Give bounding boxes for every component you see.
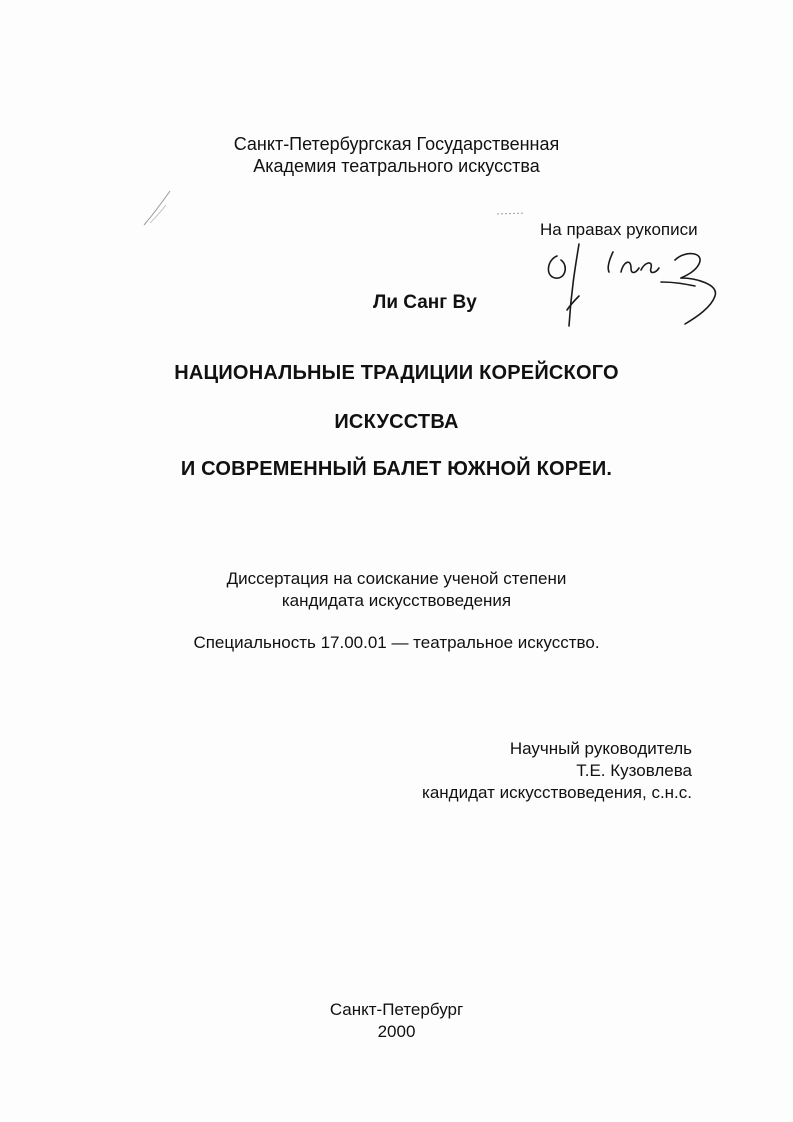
author-signature xyxy=(535,238,735,333)
degree-line-1: Диссертация на соискание ученой степени xyxy=(226,569,567,588)
scan-stroke-mark xyxy=(140,185,185,230)
footer-city: Санкт-Петербург xyxy=(329,1000,464,1019)
institution-line-1: Санкт-Петербургская Государственная xyxy=(233,134,560,154)
institution-line-2: Академия театрального искусства xyxy=(253,156,540,176)
title-line-1: НАЦИОНАЛЬНЫЕ ТРАДИЦИИ КОРЕЙСКОГО xyxy=(174,362,619,384)
supervisor-label: Научный руководитель xyxy=(509,739,692,758)
supervisor-credentials: кандидат искусствоведения, с.н.с. xyxy=(422,783,692,802)
author-name: Ли Санг Ву xyxy=(373,292,477,313)
scan-dash-mark xyxy=(495,208,535,218)
specialty: Специальность 17.00.01 — театральное искусство. xyxy=(193,633,600,652)
supervisor-name: Т.Е. Кузовлева xyxy=(576,761,692,780)
manuscript-note: На правах рукописи xyxy=(540,220,698,239)
footer-year: 2000 xyxy=(377,1022,416,1041)
title-line-3: И СОВРЕМЕННЫЙ БАЛЕТ ЮЖНОЙ КОРЕИ. xyxy=(180,458,613,480)
degree-line-2: кандидата искусствоведения xyxy=(281,591,512,610)
title-line-2: ИСКУССТВА xyxy=(334,411,459,433)
